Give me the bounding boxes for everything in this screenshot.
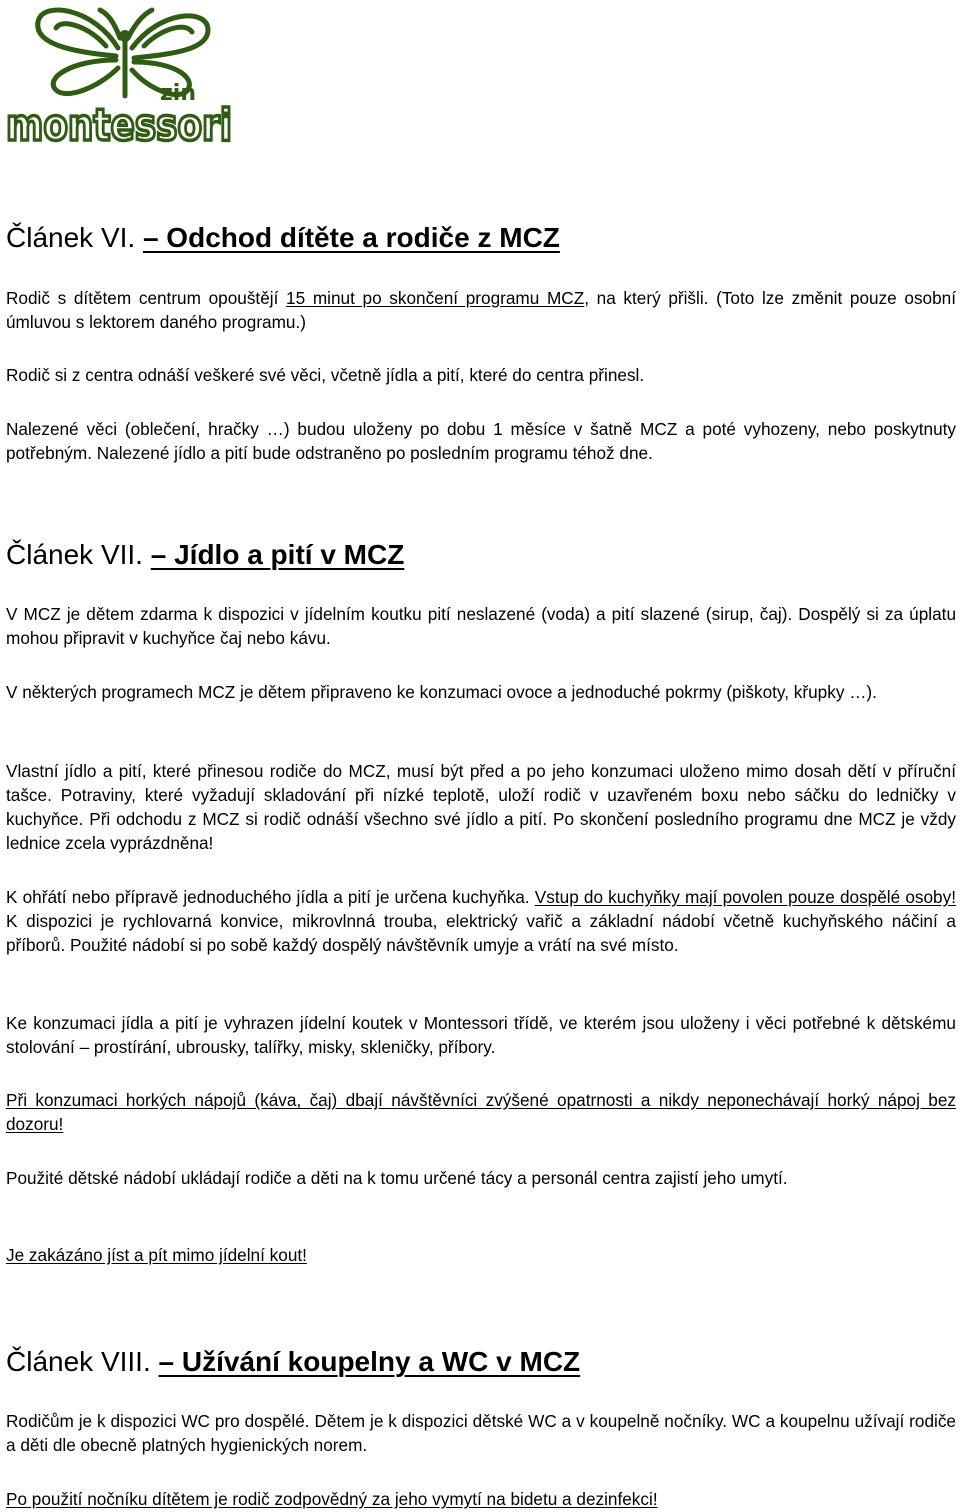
article-title: – Jídlo a pití v MCZ (150, 539, 405, 570)
text-run: , na který přišli. (Toto lze změnit pouze osobní úmluvou s lektorem daného programu.) (6, 288, 956, 332)
paragraph: Ke konzumaci jídla a pití je vyhrazen jídelní koutek v Montessori třídě, ve kterém jsou uloženy i věci potřebné k dětskému stolování – prostírání, ubrousky, talířky, misky, skleničky, příbory. (6, 1013, 956, 1057)
paragraph: Rodičům je k dispozici WC pro dospělé. Dětem je k dispozici dětské WC a v koupelně nočníky. WC a koupelnu užívají rodiče a děti dle obecně platných hygienických norem. (6, 1411, 956, 1455)
text-run: K dispozici je rychlovarná konvice, mikrovlnná trouba, elektrický vařič a základní nádobí včetně kuchyňského náčiní a příborů. Použité nádobí si po sobě každý dospělý návštěvník umyje a vrátí na své místo. (6, 911, 956, 955)
logo-small-text: zin (160, 81, 197, 106)
paragraph-underlined: Při konzumaci horkých nápojů (káva, čaj) dbají návštěvníci zvýšené opatrnosti a nikdy neponechávají horký nápoj bez dozoru! (6, 1090, 956, 1134)
article-number: Článek VII. (6, 539, 143, 570)
paragraph: Rodič si z centra odnáší veškeré své věci, včetně jídla a pití, které do centra přinesl. (6, 365, 645, 385)
paragraph: V MCZ je dětem zdarma k dispozici v jídelním koutku pití neslazené (voda) a pití slazené (sirup, čaj). Dospělý si za úplatu mohou připravit v kuchyňce čaj nebo kávu. (6, 604, 956, 648)
article-number: Článek VIII. (6, 1346, 151, 1377)
montessori-zin-logo (2, 0, 234, 150)
logo-main-text: montessori (6, 100, 232, 151)
article-title: – Odchod dítěte a rodiče z MCZ (142, 222, 560, 253)
section-7-heading (6, 538, 404, 572)
paragraph (6, 286, 956, 334)
paragraph: Nalezené věci (oblečení, hračky …) budou uloženy po dobu 1 měsíce v šatně MCZ a poté vyhozeny, nebo poskytnuty potřebným. Nalezené jídlo a pití bude odstraněno po posledním programu téhož dne. (6, 419, 956, 463)
underlined-text: 15 minut po skončení programu MCZ (286, 288, 585, 308)
paragraph-underlined: Je zakázáno jíst a pít mimo jídelní kout! (6, 1245, 307, 1265)
paragraph (6, 885, 956, 957)
article-title: – Užívání koupelny a WC v MCZ (158, 1346, 581, 1377)
paragraph: Vlastní jídlo a pití, které přinesou rodiče do MCZ, musí být před a po jeho konzumaci uloženo mimo dosah dětí v příruční tašce. Potraviny, které vyžadují skladování při nízké teplotě, uloží rodič v uzavřeném boxu nebo sáčku do ledničky v kuchyňce. Při odchodu z MCZ si rodič odnáší všechno své jídlo a pití. Po skončení posledního programu dne MCZ je vždy lednice zcela vyprázdněna! (6, 761, 956, 853)
paragraph-underlined: Po použití nočníku dítětem je rodič zodpovědný za jeho vymytí na bidetu a dezinfekci! (6, 1489, 658, 1509)
underlined-text: Vstup do kuchyňky mají povolen pouze dospělé osoby! (534, 887, 956, 907)
article-number: Článek VI. (6, 222, 136, 253)
text-run: Rodič s dítětem centrum opouštějí (6, 288, 287, 308)
paragraph: Použité dětské nádobí ukládají rodiče a děti na k tomu určené tácy a personál centra zajistí jeho umytí. (6, 1168, 788, 1188)
text-run: K ohřátí nebo přípravě jednoduchého jídla a pití je určena kuchyňka. (6, 887, 535, 907)
paragraph: V některých programech MCZ je dětem připraveno ke konzumaci ovoce a jednoduché pokrmy (piškoty, křupky …). (6, 682, 877, 702)
section-6-heading (6, 221, 560, 255)
section-8-heading (6, 1345, 580, 1379)
